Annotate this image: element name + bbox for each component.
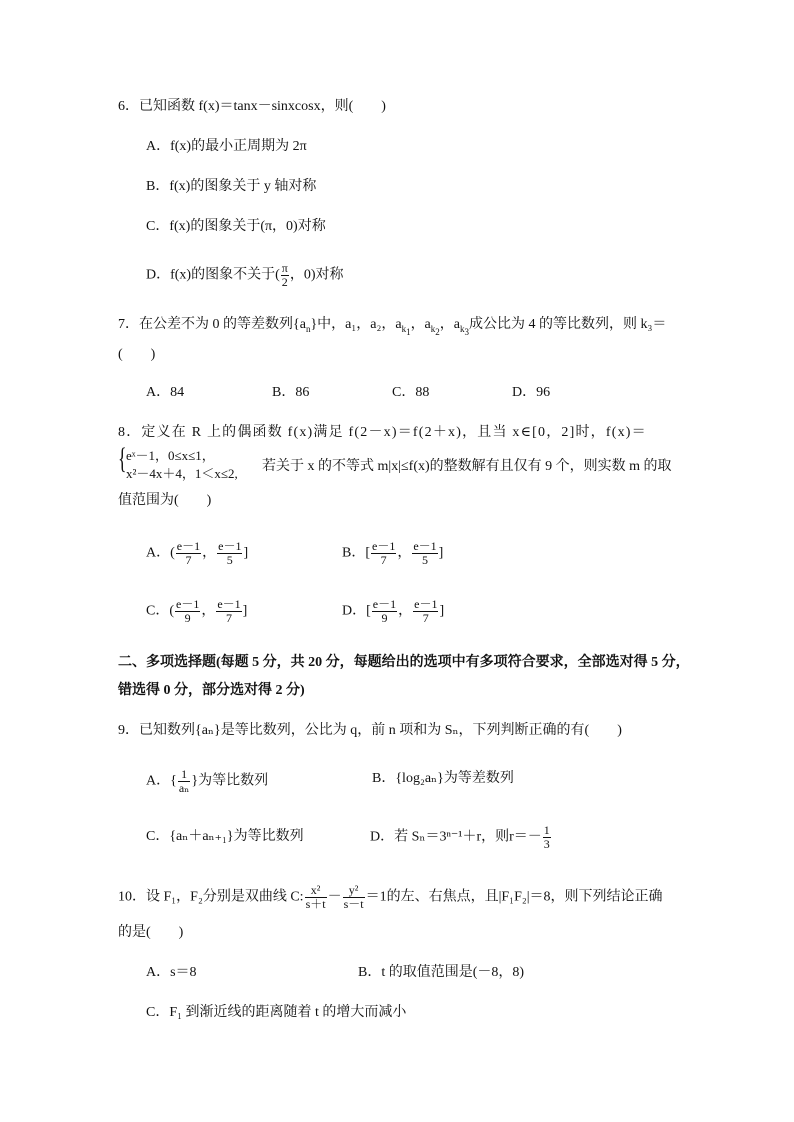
q8-line1: 8．定义在 R 上的偶函数 f(x)满足 f(2－x)＝f(2＋x)，且当 x∈[0，2]时，f(x)＝ (118, 425, 647, 440)
q7-option-b: B．86 (272, 385, 310, 400)
q7-option-a: A．84 (146, 385, 185, 400)
q7-option-c: C．88 (392, 385, 430, 400)
q7-option-d: D．96 (512, 385, 551, 400)
q6-option-d: D．f(x)的图象不关于( $\frac{\pi}{2}$ ，0)对称 (146, 261, 344, 289)
q8-option-b: B．[ $\frac{e-1}{7}$ ， $\frac{e-1}{5}$ ] (342, 539, 444, 567)
q6-stem: 6．已知函数 f(x)＝tanx－sinxcosx，则( ) (118, 99, 386, 114)
q10-line2: 的是( ) (118, 925, 184, 940)
q9-stem: 9．已知数列{aₙ}是等比数列，公比为 q，前 n 项和为 Sₙ，下列判断正确的有( ) (118, 723, 622, 738)
q8-line2: 若关于 x 的不等式 m|x|≤f(x)的整数解有且仅有 9 个，则实数 m 的取 (262, 459, 672, 474)
section2-heading-line2: 错选得 0 分，部分选对得 2 分) (118, 683, 305, 698)
q9-option-b: B．{log₂aₙ}为等差数列 (372, 771, 514, 786)
q6-option-a: A．f(x)的最小正周期为 2π (146, 139, 307, 154)
q8-piecewise-brace: { (118, 442, 127, 475)
q10-option-b: B．t 的取值范围是(－8，8) (358, 965, 525, 980)
q6-option-c: C．f(x)的图象关于(π，0)对称 (146, 219, 326, 234)
q8-line3: 值范围为( ) (118, 493, 212, 508)
q10-stem: 10．设 F₁，F₂分别是双曲线 C: $\frac{\text{x²}}{s+t}$ － $\frac{\text{y²}}{s-t}$ ＝1的左、右焦点，且|F₁F₂|＝8，则下列结论正确 (118, 883, 663, 911)
q8-option-d: D．[ $\frac{e-1}{9}$ ， $\frac{e-1}{7}$ ] (342, 597, 445, 625)
q9-option-c: C．{aₙ＋aₙ₊₁}为等比数列 (146, 829, 304, 844)
q7-stem: 7．在公差不为 0 的等差数列$\{a_n\}$中，a₁，a₂，$a_{k_1}$，$a_{k_2}$，$a_{k_3}$成公比为 4 的等比数列，则 k₃＝ (118, 317, 667, 337)
q6-option-b: B．f(x)的图象关于 y 轴对称 (146, 179, 317, 194)
q9-option-a: A．{ $\frac{1}{\text{aₙ}}$ }为等比数列 (146, 767, 269, 795)
q7-blank: ( ) (118, 347, 156, 362)
q8-option-a: A．( $\frac{e-1}{7}$ ， $\frac{e-1}{5}$ ] (146, 539, 249, 567)
section2-heading-line1: 二、多项选择题(每题 5 分，共 20 分，每题给出的选项中有多项符合要求，全部选对得 5 分， (118, 655, 690, 670)
q9-option-d: D．若 Sₙ＝3ⁿ⁻¹＋r，则r＝－ $\frac{1}{3}$ (370, 823, 550, 851)
q10-option-a: A．s＝8 (146, 965, 197, 980)
q10-option-c: C．F₁ 到渐近线的距离随着 t 的增大而减小 (146, 1005, 407, 1020)
q8-option-c: C．( $\frac{e-1}{9}$ ， $\frac{e-1}{7}$ ] (146, 597, 248, 625)
q8-case1: eˣ－1，0≤x≤1， (126, 448, 215, 463)
q8-case2: x²－4x＋4，1＜x≤2, (126, 466, 238, 481)
